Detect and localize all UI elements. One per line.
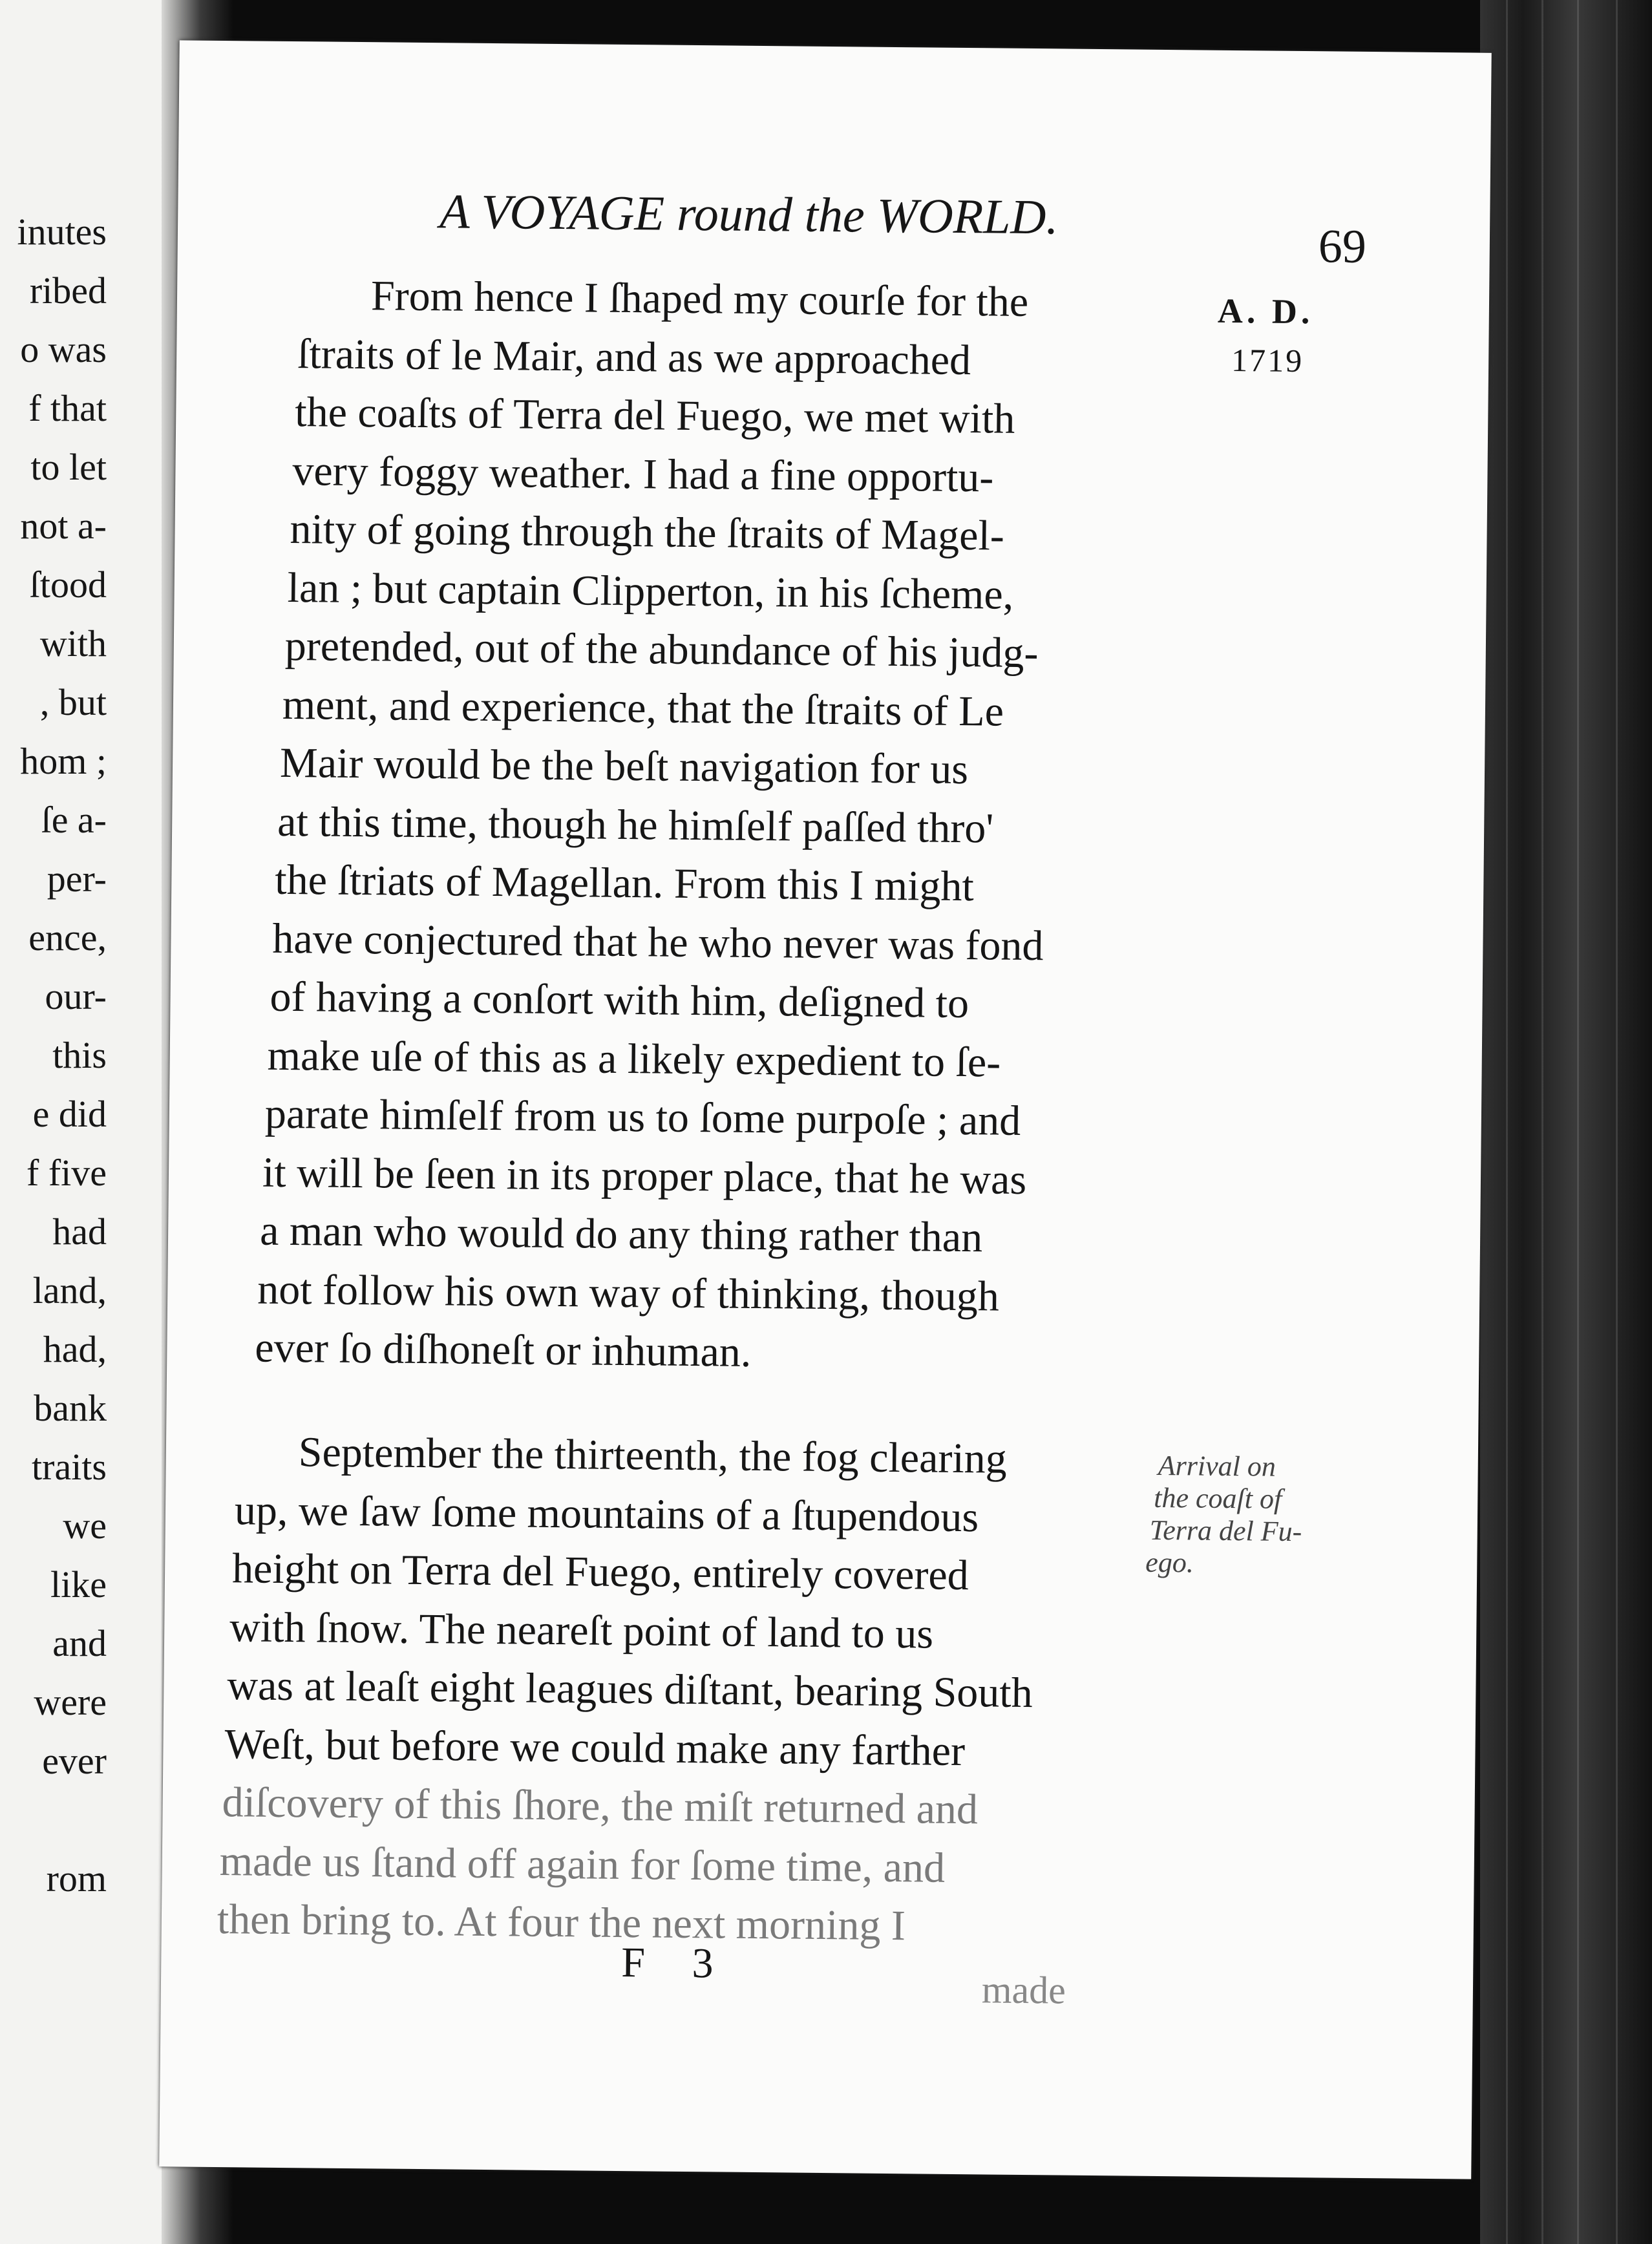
body-text-line: height on Terra del Fuego, entirely covered	[231, 1545, 969, 1600]
body-text-line: parate himſelf from us to ſome purpoſe ; and	[264, 1090, 1021, 1145]
body-text-line: at this time, though he himſelf paſſed thro'	[277, 798, 994, 852]
previous-page-line: and	[52, 1622, 107, 1664]
body-text-line: make uſe of this as a likely expedient to ſe-	[267, 1032, 1001, 1086]
body-text-line: September the thirteenth, the fog clearing	[298, 1428, 1008, 1483]
body-text-line: the coaſts of Terra del Fuego, we met with	[294, 388, 1015, 443]
book-page	[159, 40, 1491, 2179]
body-text-line: with ſnow. The neareſt point of land to us	[229, 1603, 934, 1658]
body-text-line: a man who would do any thing rather than	[259, 1207, 983, 1262]
body-text-line: not follow his own way of thinking, though	[257, 1265, 1000, 1320]
body-text-line: very foggy weather. I had a fine opportu-	[292, 447, 994, 501]
body-text-line: From hence I ſhaped my courſe for the	[370, 272, 1029, 326]
previous-page-line: we	[63, 1505, 107, 1547]
previous-page-line: ever	[42, 1740, 107, 1782]
page-edge-shadow	[1480, 0, 1652, 2244]
margin-note-line: Terra del Fu-	[1149, 1514, 1302, 1548]
catchword: made	[981, 1968, 1066, 2012]
body-text-line: then bring to. At four the next morning I	[217, 1896, 906, 1950]
previous-page-line: ribed	[29, 270, 107, 312]
previous-page-line: per-	[47, 858, 107, 900]
previous-page-line: hom ;	[20, 740, 107, 782]
body-text-line: Weſt, but before we could make any farther	[224, 1720, 966, 1775]
body-text-line: diſcovery of this ſhore, the miſt returned and	[222, 1779, 979, 1834]
margin-date-year: 1719	[1231, 341, 1304, 379]
previous-page-line: ſtood	[29, 564, 107, 606]
previous-page-line: this	[52, 1034, 107, 1076]
margin-note-line: ego.	[1145, 1546, 1194, 1579]
previous-page-line: traits	[32, 1446, 107, 1488]
previous-page-line: our-	[45, 975, 107, 1017]
body-text-line: ment, and experience, that the ſtraits of Le	[282, 681, 1004, 736]
previous-page-line: land,	[32, 1269, 107, 1311]
previous-page-line: like	[50, 1563, 107, 1605]
page-number: 69	[1318, 220, 1367, 273]
body-text-line: ever ſo diſhoneſt or inhuman.	[255, 1324, 752, 1376]
body-text-line: was at leaſt eight leagues diſtant, bearing South	[227, 1662, 1033, 1717]
margin-note-line: the coaſt of	[1154, 1481, 1282, 1515]
body-text-line: have conjectured that he who never was fond	[272, 915, 1044, 969]
previous-page-line: had,	[43, 1328, 107, 1370]
running-head	[439, 184, 1059, 246]
previous-page-line: rom	[46, 1858, 107, 1900]
previous-page-line: ſe a-	[41, 799, 107, 841]
previous-page-line: o was	[20, 328, 107, 370]
previous-page-line: f five	[26, 1152, 107, 1194]
body-text-line: lan ; but captain Clipperton, in his ſcheme,	[287, 564, 1014, 619]
body-text-line: of having a conſort with him, deſigned to	[270, 973, 969, 1028]
body-text-line: the ſtriats of Magellan. From this I might	[275, 856, 975, 911]
body-text-line: nity of going through the ſtraits of Magel-	[290, 505, 1005, 560]
previous-page-line: not a-	[20, 505, 107, 547]
body-text-line: ſtraits of le Mair, and as we approached	[297, 330, 971, 384]
running-head-text: A VOYAGE round the WORLD.	[439, 184, 1059, 245]
body-text-line: up, we ſaw ſome mountains of a ſtupendous	[234, 1486, 979, 1541]
body-text-line: it will be ſeen in its proper place, that he was	[262, 1148, 1027, 1203]
previous-page-line: with	[39, 622, 107, 664]
margin-date-label: A. D.	[1217, 291, 1314, 332]
previous-page-line: e did	[32, 1093, 107, 1135]
previous-page-line: to let	[30, 446, 107, 488]
previous-page-line: were	[34, 1681, 107, 1723]
previous-page-line: bank	[34, 1387, 107, 1429]
body-text-line: Mair would be the beſt navigation for us	[279, 739, 969, 794]
margin-note-line: Arrival on	[1158, 1449, 1276, 1483]
previous-page-line: ence,	[28, 916, 107, 958]
body-text-line: made us ſtand off again for ſome time, and	[219, 1837, 946, 1892]
signature-mark: F 3	[620, 1939, 732, 1987]
previous-page-line: f that	[28, 387, 107, 429]
previous-page-line: , but	[39, 681, 107, 723]
previous-page-line: had	[52, 1211, 107, 1253]
body-text-line: pretended, out of the abundance of his judg-	[284, 622, 1039, 677]
previous-page-line: inutes	[17, 211, 107, 253]
